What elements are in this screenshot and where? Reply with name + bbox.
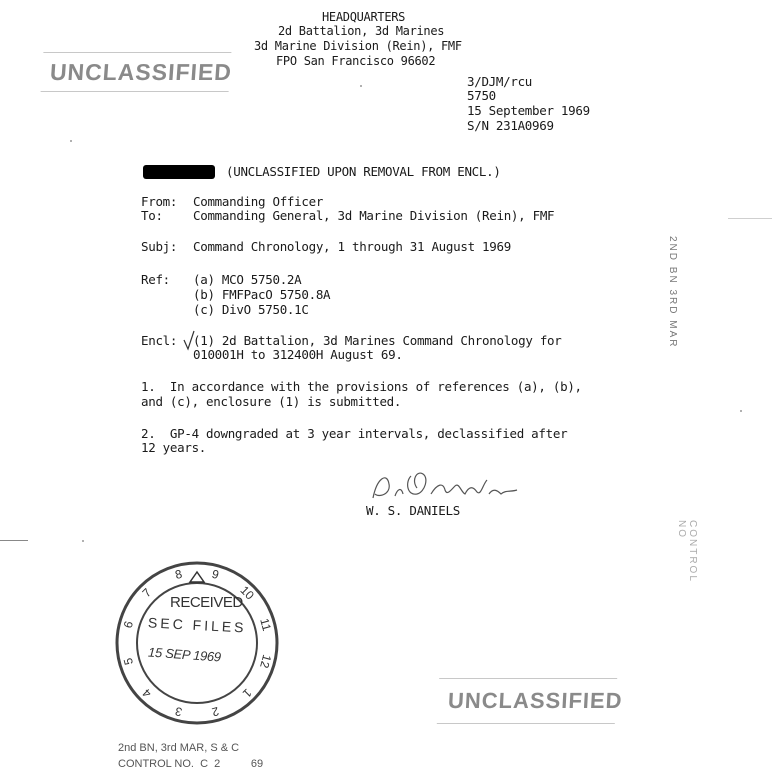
unclassified-stamp-bottom: UNCLASSIFIED xyxy=(437,678,617,724)
svg-text:12: 12 xyxy=(257,653,275,670)
received-stamp-line-2: SEC FILES xyxy=(147,614,247,636)
typed-signature-name: W. S. DANIELS xyxy=(366,503,460,518)
ref-date: 15 September 1969 xyxy=(467,103,590,118)
received-stamp xyxy=(112,558,282,728)
ref-item-c: (c) DivO 5750.1C xyxy=(193,302,309,317)
subj-value: Command Chronology, 1 through 31 August 1969 xyxy=(193,239,511,254)
encl-label: Encl: xyxy=(141,333,178,348)
to-value: Commanding General, 3d Marine Division (Rein), FMF xyxy=(193,208,555,223)
encl-line-1: (1) 2d Battalion, 3d Marines Command Chronology for xyxy=(193,333,562,348)
margin-rule xyxy=(728,218,772,219)
left-edge-mark xyxy=(0,540,28,541)
margin-note-right-upper: 2ND BN 3RD MAR xyxy=(667,236,678,349)
unclassified-stamp-top: UNCLASSIFIED xyxy=(41,52,232,92)
svg-text:7: 7 xyxy=(139,585,155,601)
encl-line-2: 010001H to 312400H August 69. xyxy=(193,347,403,362)
paragraph-2-line-2: 12 years. xyxy=(141,440,207,455)
handwritten-signature xyxy=(365,468,535,504)
header-line-3: 3d Marine Division (Rein), FMF xyxy=(254,39,462,53)
svg-text:4: 4 xyxy=(139,685,155,701)
paragraph-1-line-2: and (c), enclosure (1) is submitted. xyxy=(141,394,402,409)
speck xyxy=(360,85,362,87)
speck xyxy=(740,410,742,412)
redaction-block xyxy=(143,165,215,179)
ref-code: 3/DJM/rcu xyxy=(467,74,533,89)
bottom-note-line-2: CONTROL NO. C 2 ___ 69 xyxy=(118,758,264,768)
svg-text:11: 11 xyxy=(257,616,274,633)
paragraph-2-line-1: 2. GP-4 downgraded at 3 year intervals, declassified after xyxy=(141,426,568,441)
speck xyxy=(70,140,72,142)
svg-text:8: 8 xyxy=(173,566,184,583)
header-line-4: FPO San Francisco 96602 xyxy=(276,54,436,68)
header-line-2: 2d Battalion, 3d Marines xyxy=(278,24,445,38)
ref-ssic: 5750 xyxy=(467,88,496,103)
classification-note: (UNCLASSIFIED UPON REMOVAL FROM ENCL.) xyxy=(226,164,501,179)
ref-item-b: (b) FMFPacO 5750.8A xyxy=(193,287,331,302)
received-stamp-line-3: 15 SEP 1969 xyxy=(147,644,222,665)
svg-text:1: 1 xyxy=(239,685,255,701)
subj-label: Subj: xyxy=(141,239,178,254)
svg-text:3: 3 xyxy=(173,703,184,720)
ref-serial: S/N 231A0969 xyxy=(467,118,554,133)
to-label: To: xyxy=(141,208,163,223)
received-stamp-line-1: RECEIVED xyxy=(170,594,243,611)
speck xyxy=(82,540,84,542)
header-line-1: HEADQUARTERS xyxy=(322,10,406,24)
ref-label: Ref: xyxy=(141,272,170,287)
paragraph-1-line-1: 1. In accordance with the provisions of references (a), (b), xyxy=(141,379,582,394)
svg-text:6: 6 xyxy=(120,619,137,630)
svg-text:2: 2 xyxy=(210,703,221,720)
from-value: Commanding Officer xyxy=(193,194,324,209)
bottom-note-line-1: 2nd BN, 3rd MAR, S & C xyxy=(118,742,240,754)
svg-text:9: 9 xyxy=(210,566,221,583)
svg-text:5: 5 xyxy=(120,656,137,667)
from-label: From: xyxy=(141,194,178,209)
margin-note-right-lower: CONTROL NO xyxy=(676,520,698,583)
ref-item-a: (a) MCO 5750.2A xyxy=(193,272,302,287)
svg-text:10: 10 xyxy=(237,583,257,603)
